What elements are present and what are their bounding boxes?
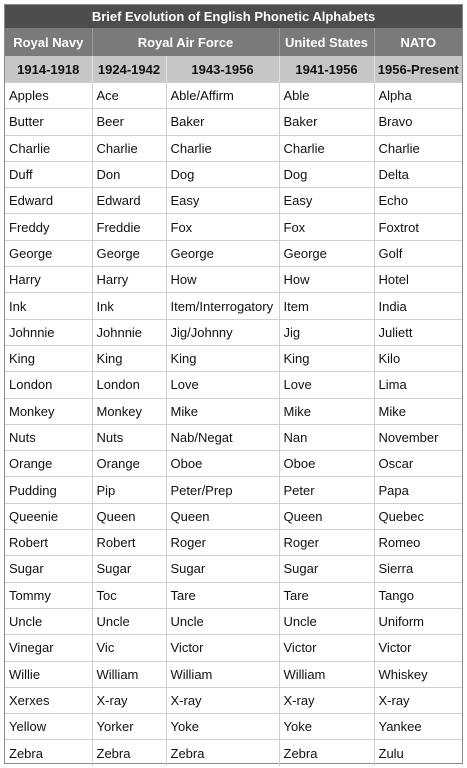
table-cell: Toc	[92, 582, 166, 608]
table-cell: India	[374, 293, 462, 319]
table-cell: Ink	[92, 293, 166, 319]
table-cell: Yankee	[374, 714, 462, 740]
table-row	[5, 372, 462, 398]
table-cell: Robert	[92, 530, 166, 556]
table-cell: Victor	[166, 635, 279, 661]
table-cell: Mike	[374, 398, 462, 424]
table-cell: Orange	[5, 451, 92, 477]
table-cell: Zebra	[166, 740, 279, 766]
table-cell: Delta	[374, 161, 462, 187]
table-cell: Queen	[279, 503, 374, 529]
table-cell: Mike	[166, 398, 279, 424]
table-cell: George	[279, 240, 374, 266]
table-row	[5, 83, 462, 109]
table-cell: Zebra	[5, 740, 92, 766]
table-cell: Love	[279, 372, 374, 398]
table-cell: Sugar	[166, 556, 279, 582]
table-cell: Sierra	[374, 556, 462, 582]
table-row	[5, 503, 462, 529]
table-cell: Easy	[279, 188, 374, 214]
period-header-cell: 1924-1942	[92, 56, 166, 83]
table-cell: George	[92, 240, 166, 266]
table-cell: Sugar	[5, 556, 92, 582]
table-cell: King	[166, 345, 279, 371]
table-row	[5, 661, 462, 687]
table-cell: Monkey	[5, 398, 92, 424]
table-cell: Fox	[166, 214, 279, 240]
title-row	[5, 5, 462, 28]
table-cell: Victor	[374, 635, 462, 661]
table-cell: Nuts	[5, 424, 92, 450]
table-cell: Tango	[374, 582, 462, 608]
table-cell: Ace	[92, 83, 166, 109]
table-cell: Mike	[279, 398, 374, 424]
table-cell: Charlie	[92, 135, 166, 161]
phonetic-alphabet-table	[5, 5, 462, 766]
table-cell: Xerxes	[5, 687, 92, 713]
table-cell: Willie	[5, 661, 92, 687]
group-header-row	[5, 28, 462, 56]
table-cell: Pudding	[5, 477, 92, 503]
table-cell: Dog	[279, 161, 374, 187]
table-cell: Charlie	[279, 135, 374, 161]
table-cell: Tare	[279, 582, 374, 608]
table-cell: Foxtrot	[374, 214, 462, 240]
table-row	[5, 293, 462, 319]
table-cell: Dog	[166, 161, 279, 187]
table-cell: George	[5, 240, 92, 266]
group-header-cell: Royal Navy	[5, 28, 92, 56]
table-cell: X-ray	[166, 687, 279, 713]
table-cell: Papa	[374, 477, 462, 503]
table-cell: Uncle	[5, 608, 92, 634]
table-cell: Apples	[5, 83, 92, 109]
table-cell: Charlie	[5, 135, 92, 161]
table-cell: Victor	[279, 635, 374, 661]
period-header-cell: 1914-1918	[5, 56, 92, 83]
table-row	[5, 398, 462, 424]
table-cell: Zulu	[374, 740, 462, 766]
table-row	[5, 319, 462, 345]
table-cell: Easy	[166, 188, 279, 214]
group-header-cell: NATO	[374, 28, 462, 56]
table-cell: Monkey	[92, 398, 166, 424]
table-cell: London	[5, 372, 92, 398]
table-cell: X-ray	[279, 687, 374, 713]
table-cell: Nab/Negat	[166, 424, 279, 450]
table-body	[5, 83, 462, 766]
table-cell: Yoke	[279, 714, 374, 740]
table-cell: Yoke	[166, 714, 279, 740]
table-row	[5, 740, 462, 766]
table-cell: Queenie	[5, 503, 92, 529]
table-row	[5, 530, 462, 556]
group-header-cell: Royal Air Force	[92, 28, 279, 56]
table-cell: Johnnie	[92, 319, 166, 345]
table-cell: Oboe	[166, 451, 279, 477]
table-cell: Queen	[92, 503, 166, 529]
table-cell: Harry	[5, 267, 92, 293]
table-row	[5, 556, 462, 582]
table-cell: Juliett	[374, 319, 462, 345]
table-cell: Butter	[5, 109, 92, 135]
table-cell: William	[166, 661, 279, 687]
table-row	[5, 635, 462, 661]
table-row	[5, 714, 462, 740]
table-cell: November	[374, 424, 462, 450]
table-cell: Tare	[166, 582, 279, 608]
period-header-cell: 1941-1956	[279, 56, 374, 83]
table-cell: Charlie	[166, 135, 279, 161]
table-cell: Vinegar	[5, 635, 92, 661]
table-cell: Pip	[92, 477, 166, 503]
table-row	[5, 188, 462, 214]
group-header-cell: United States	[279, 28, 374, 56]
table-title: Brief Evolution of English Phonetic Alphabets	[5, 5, 462, 28]
table-cell: Roger	[279, 530, 374, 556]
table-cell: Nuts	[92, 424, 166, 450]
table-cell: Jig	[279, 319, 374, 345]
table-cell: Yellow	[5, 714, 92, 740]
table-cell: Alpha	[374, 83, 462, 109]
table-cell: Fox	[279, 214, 374, 240]
table-row	[5, 477, 462, 503]
table-cell: Edward	[92, 188, 166, 214]
table-cell: Edward	[5, 188, 92, 214]
table-cell: How	[166, 267, 279, 293]
table-cell: Golf	[374, 240, 462, 266]
table-cell: Roger	[166, 530, 279, 556]
table-cell: Kilo	[374, 345, 462, 371]
table-cell: King	[279, 345, 374, 371]
table-cell: Uniform	[374, 608, 462, 634]
table-cell: How	[279, 267, 374, 293]
table-row	[5, 451, 462, 477]
table-cell: Quebec	[374, 503, 462, 529]
table-cell: Orange	[92, 451, 166, 477]
table-row	[5, 214, 462, 240]
table-cell: Love	[166, 372, 279, 398]
table-cell: Uncle	[279, 608, 374, 634]
table-cell: Baker	[166, 109, 279, 135]
table-cell: Peter	[279, 477, 374, 503]
table-row	[5, 582, 462, 608]
table-cell: William	[92, 661, 166, 687]
table-cell: Zebra	[279, 740, 374, 766]
table-cell: Freddy	[5, 214, 92, 240]
table-cell: Queen	[166, 503, 279, 529]
table-cell: Duff	[5, 161, 92, 187]
table-cell: X-ray	[374, 687, 462, 713]
table-cell: King	[92, 345, 166, 371]
table-cell: Sugar	[279, 556, 374, 582]
table-row	[5, 267, 462, 293]
table-cell: Item	[279, 293, 374, 319]
period-header-cell: 1943-1956	[166, 56, 279, 83]
table-row	[5, 687, 462, 713]
table-cell: Jig/Johnny	[166, 319, 279, 345]
table-row	[5, 161, 462, 187]
table-cell: Nan	[279, 424, 374, 450]
table-cell: London	[92, 372, 166, 398]
table-row	[5, 345, 462, 371]
table-cell: Oboe	[279, 451, 374, 477]
table-cell: Don	[92, 161, 166, 187]
table-cell: Able	[279, 83, 374, 109]
table-cell: Echo	[374, 188, 462, 214]
table-row	[5, 109, 462, 135]
table-cell: Uncle	[92, 608, 166, 634]
phonetic-alphabet-table-container	[4, 4, 463, 764]
table-cell: Lima	[374, 372, 462, 398]
table-cell: Johnnie	[5, 319, 92, 345]
table-cell: King	[5, 345, 92, 371]
table-cell: Peter/Prep	[166, 477, 279, 503]
table-cell: Uncle	[166, 608, 279, 634]
table-cell: Robert	[5, 530, 92, 556]
table-cell: Zebra	[92, 740, 166, 766]
table-cell: Harry	[92, 267, 166, 293]
table-cell: Beer	[92, 109, 166, 135]
table-cell: X-ray	[92, 687, 166, 713]
table-row	[5, 135, 462, 161]
table-cell: Tommy	[5, 582, 92, 608]
table-cell: Sugar	[92, 556, 166, 582]
table-cell: Bravo	[374, 109, 462, 135]
table-cell: Able/Affirm	[166, 83, 279, 109]
table-cell: Ink	[5, 293, 92, 319]
table-cell: Freddie	[92, 214, 166, 240]
table-cell: George	[166, 240, 279, 266]
table-cell: Romeo	[374, 530, 462, 556]
table-cell: Yorker	[92, 714, 166, 740]
table-cell: Baker	[279, 109, 374, 135]
table-cell: Charlie	[374, 135, 462, 161]
table-cell: Whiskey	[374, 661, 462, 687]
table-row	[5, 424, 462, 450]
period-header-cell: 1956-Present	[374, 56, 462, 83]
table-row	[5, 240, 462, 266]
table-cell: Hotel	[374, 267, 462, 293]
period-header-row	[5, 56, 462, 83]
table-cell: Vic	[92, 635, 166, 661]
table-cell: William	[279, 661, 374, 687]
table-cell: Item/Interrogatory	[166, 293, 279, 319]
table-row	[5, 608, 462, 634]
table-cell: Oscar	[374, 451, 462, 477]
